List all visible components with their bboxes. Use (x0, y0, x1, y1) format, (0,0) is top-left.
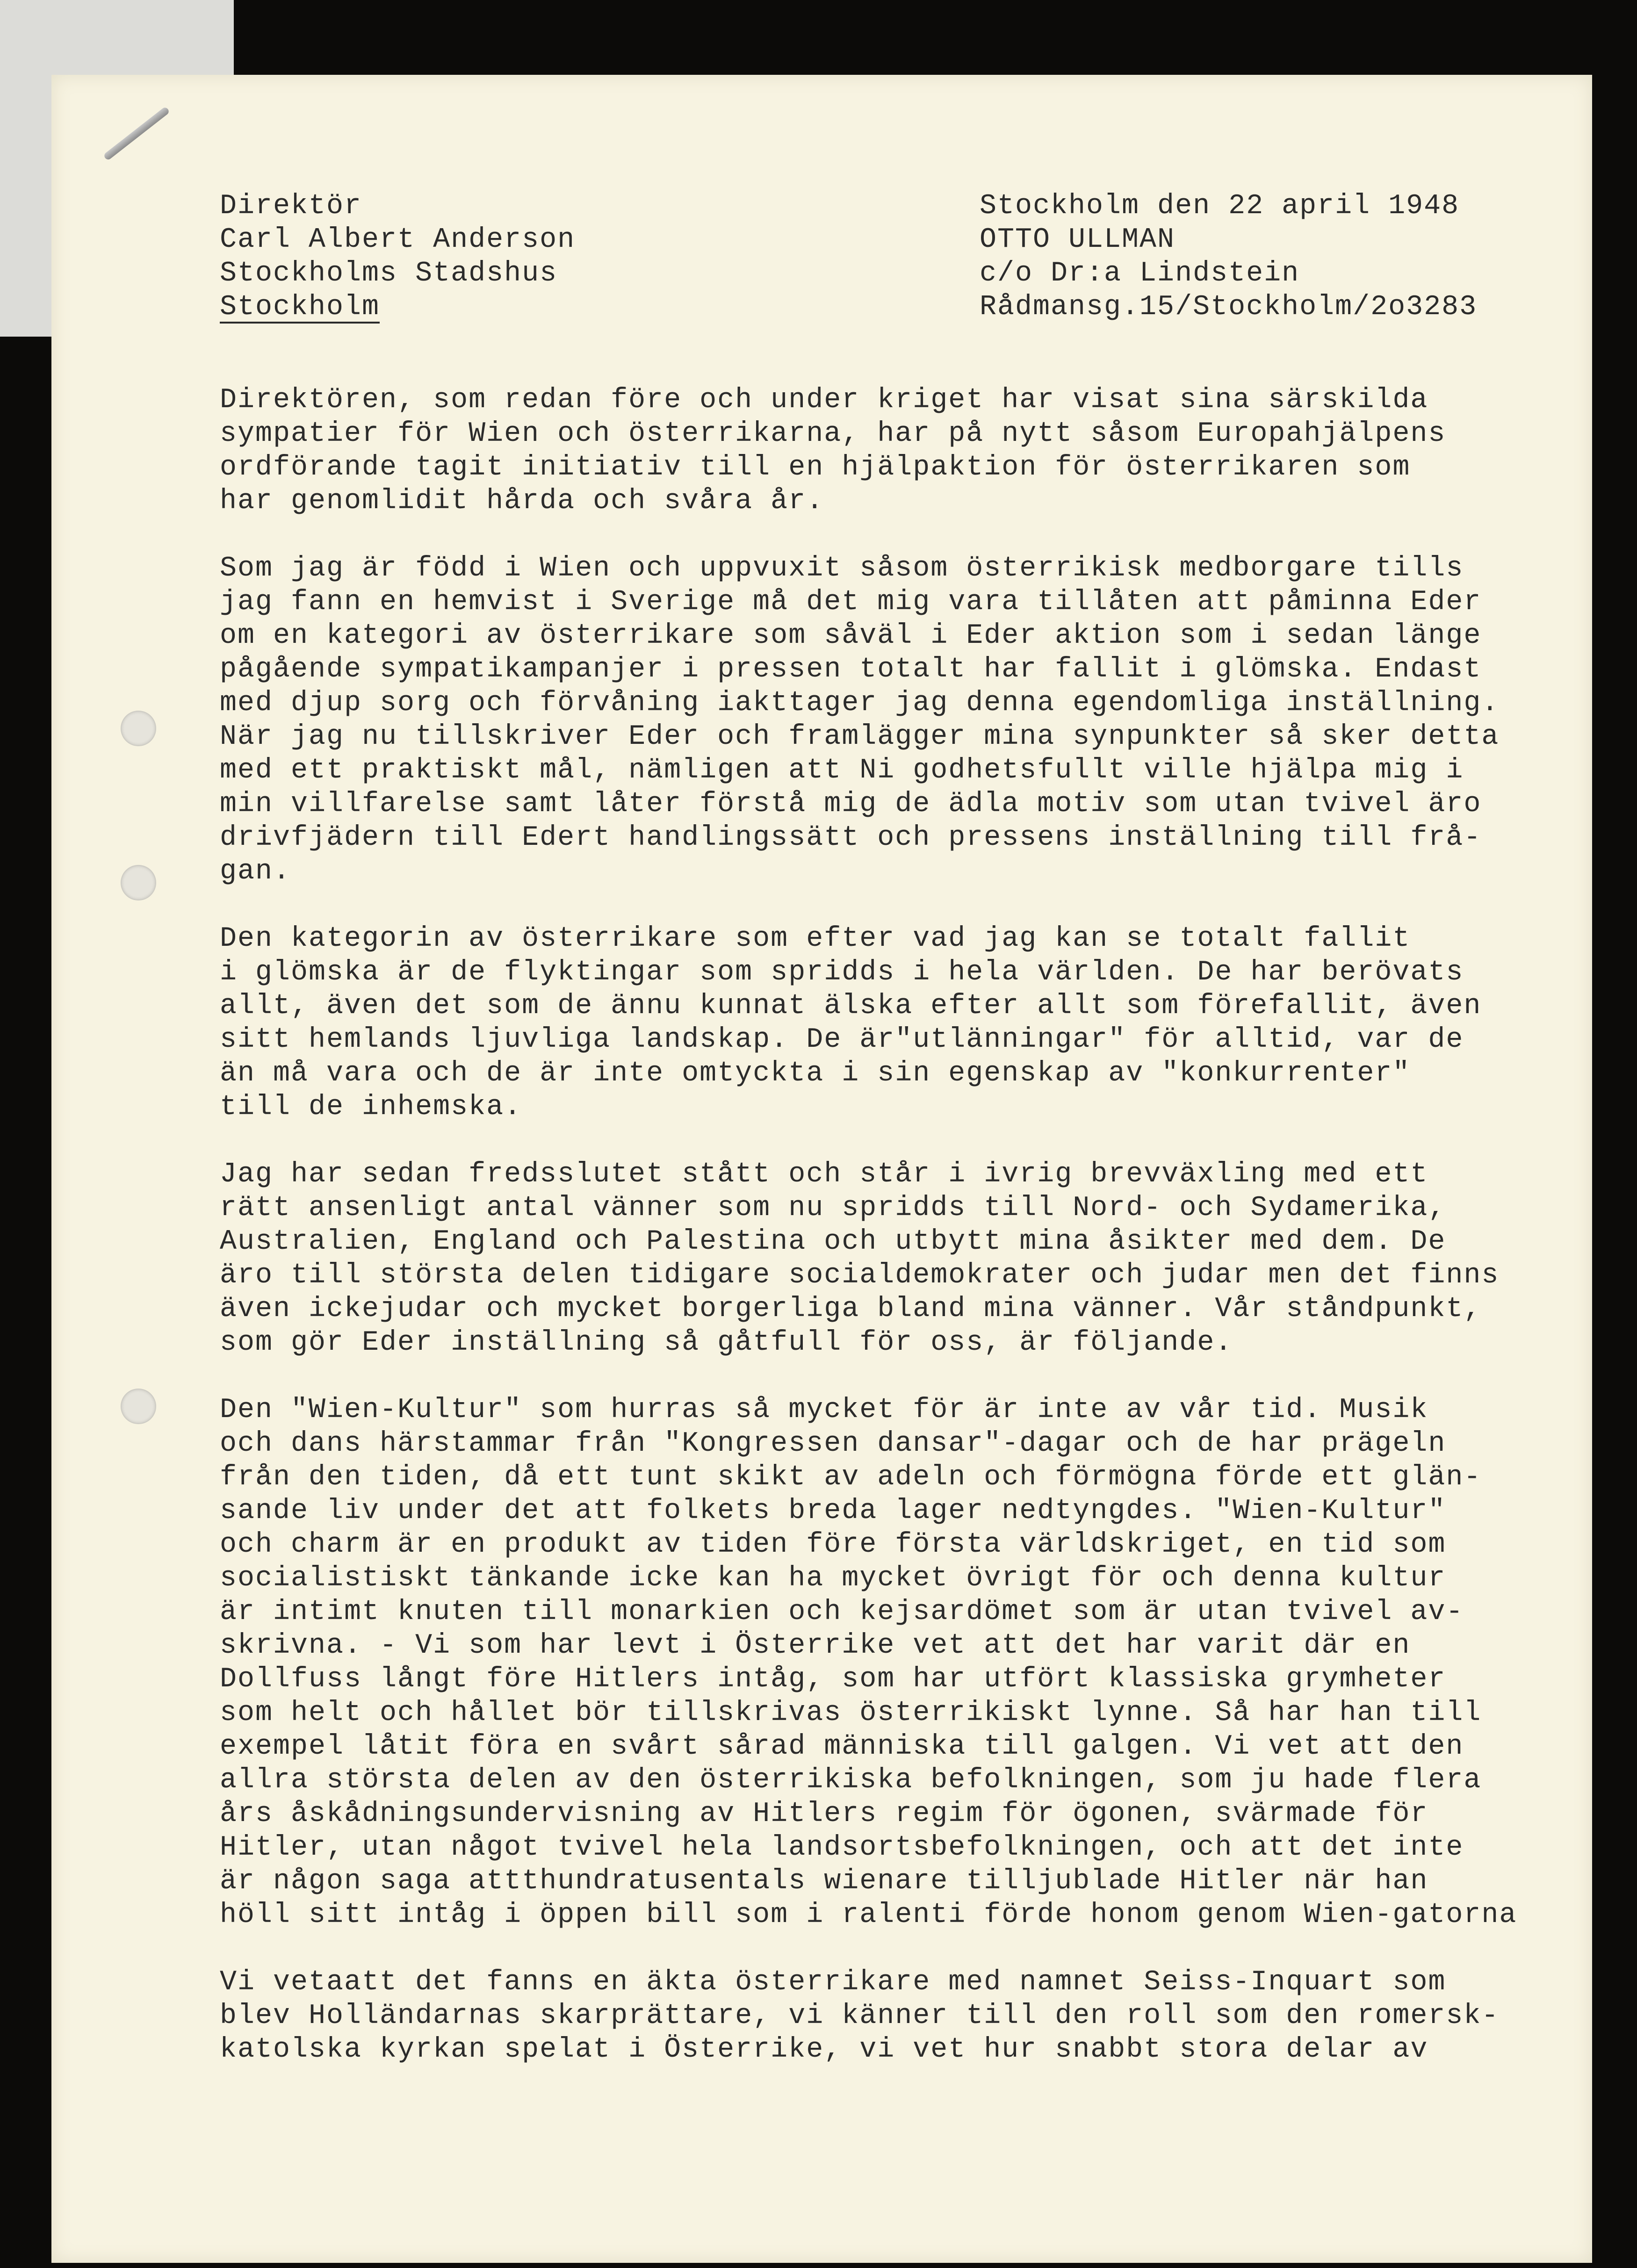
sender-address (980, 189, 1477, 324)
text-line: höll sitt intåg i öppen bill som i ralenti förde honom genom Wien-gatorna (220, 1899, 1517, 1931)
letter-paragraph (220, 383, 1517, 518)
letter-body (220, 383, 1517, 2066)
text-line: sitt hemlands ljuvliga landskap. De är"utlänningar" för alltid, var de (220, 1024, 1464, 1056)
text-line: katolska kyrkan spelat i Österrike, vi vet hur snabbt stora delar av (220, 2034, 1428, 2066)
text-line: i glömska är de flyktingar som spridds i hela världen. De har berövats (220, 957, 1464, 988)
text-line: Som jag är född i Wien och uppvuxit såsom österrikisk medborgare tills (220, 553, 1464, 584)
text-line: gan. (220, 856, 291, 887)
text-line: är intimt knuten till monarkien och kejsardömet som är utan tvivel av- (220, 1596, 1464, 1628)
text-line: sympatier för Wien och österrikarna, har på nytt såsom Europahjälpens (220, 418, 1446, 450)
text-line: års åskådningsundervisning av Hitlers regim för ögonen, svärmade för (220, 1798, 1428, 1830)
text-line: som gör Eder inställning så gåtfull för oss, är följande. (220, 1327, 1233, 1359)
text-line: än må vara och de är inte omtyckta i sin egenskap av "konkurrenter" (220, 1058, 1411, 1089)
text-line: sande liv under det att folkets breda lager nedtyngdes. "Wien-Kultur" (220, 1495, 1446, 1527)
text-line: och charm är en produkt av tiden före första världskriget, en tid som (220, 1529, 1446, 1561)
sender-name: OTTO ULLMAN (980, 224, 1175, 256)
text-line: Den "Wien-Kultur" som hurras så mycket för är inte av vår tid. Musik (220, 1394, 1428, 1426)
letter-paragraph (220, 552, 1517, 888)
text-line: äro till största delen tidigare socialdemokrater och judar men det finns (220, 1260, 1500, 1291)
recipient-name: Carl Albert Anderson (220, 224, 576, 256)
text-line: Vi vetaatt det fanns en äkta österrikare med namnet Seiss-Inquart som (220, 1966, 1446, 1998)
recipient-address (220, 189, 575, 324)
text-line: till de inhemska. (220, 1091, 522, 1123)
recipient-city-text: Stockholm (220, 291, 380, 323)
text-line: Dollfuss långt före Hitlers intåg, som har utfört klassiska grymheter (220, 1663, 1446, 1695)
punch-hole (121, 711, 156, 746)
text-line: drivfjädern till Edert handlingssätt och pressens inställning till frå- (220, 822, 1482, 854)
punch-hole (121, 1389, 156, 1424)
text-line: rätt ansenligt antal vänner som nu spridds till Nord- och Sydamerika, (220, 1192, 1446, 1224)
text-line: är någon saga attthundratusentals wienare tilljublade Hitler när han (220, 1865, 1428, 1897)
sender-care-of: c/o Dr:a Lindstein (980, 258, 1300, 289)
text-line: även ickejudar och mycket borgerliga bland mina vänner. Vår ståndpunkt, (220, 1293, 1482, 1325)
sender-street: Rådmansg.15/Stockholm/2o3283 (980, 291, 1478, 323)
letter-paragraph (220, 922, 1517, 1124)
letter-paragraph (220, 1158, 1517, 1360)
text-line: pågående sympatikampanjer i pressen totalt har fallit i glömska. Endast (220, 654, 1482, 685)
letter-date: Stockholm den 22 april 1948 (980, 190, 1460, 222)
text-line: Australien, England och Palestina och utbytt mina åsikter med dem. De (220, 1226, 1446, 1258)
text-line: allt, även det som de ännu kunnat älska efter allt som förefallit, även (220, 990, 1482, 1022)
recipient-office: Stockholms Stadshus (220, 258, 558, 289)
letter-paragraph (220, 1393, 1517, 1932)
text-line: har genomlidit hårda och svåra år. (220, 485, 824, 517)
text-line: När jag nu tillskriver Eder och framlägger mina synpunkter så sker detta (220, 721, 1500, 753)
letter-paragraph (220, 1966, 1517, 2066)
text-line: blev Holländarnas skarprättare, vi känner till den roll som den romersk- (220, 2000, 1500, 2032)
text-line: med djup sorg och förvåning iakttager jag denna egendomliga inställning. (220, 687, 1500, 719)
text-line: Jag har sedan fredsslutet stått och står i ivrig brevväxling med ett (220, 1159, 1428, 1190)
text-line: Hitler, utan något tvivel hela landsortsbefolkningen, och att det inte (220, 1832, 1464, 1864)
text-line: från den tiden, då ett tunt skikt av adeln och förmögna förde ett glän- (220, 1462, 1482, 1493)
text-line: socialistiskt tänkande icke kan ha mycket övrigt för och denna kultur (220, 1562, 1446, 1594)
text-line: och dans härstammar från "Kongressen dansar"-dagar och de har prägeln (220, 1428, 1446, 1460)
text-line: exempel låtit föra en svårt sårad människa till galgen. Vi vet att den (220, 1731, 1464, 1763)
text-line: skrivna. - Vi som har levt i Österrike vet att det har varit där en (220, 1630, 1411, 1662)
text-line: Den kategorin av österrikare som efter vad jag kan se totalt fallit (220, 923, 1411, 955)
text-line: med ett praktiskt mål, nämligen att Ni godhetsfullt ville hjälpa mig i (220, 755, 1464, 786)
text-line: Direktören, som redan före och under kriget har visat sina särskilda (220, 384, 1428, 416)
text-line: allra största delen av den österrikiska befolkningen, som ju hade flera (220, 1764, 1482, 1796)
recipient-title: Direktör (220, 190, 362, 222)
text-line: ordförande tagit initiativ till en hjälpaktion för österrikaren som (220, 452, 1411, 483)
punch-hole (121, 865, 156, 900)
text-line: jag fann en hemvist i Sverige må det mig vara tillåten att påminna Eder (220, 586, 1482, 618)
text-line: min villfarelse samt låter förstå mig de ädla motiv som utan tvivel äro (220, 788, 1482, 820)
text-line: om en kategori av österrikare som såväl i Eder aktion som i sedan länge (220, 620, 1482, 652)
text-line: som helt och hållet bör tillskrivas österrikiskt lynne. Så har han till (220, 1697, 1482, 1729)
recipient-city (220, 290, 575, 324)
